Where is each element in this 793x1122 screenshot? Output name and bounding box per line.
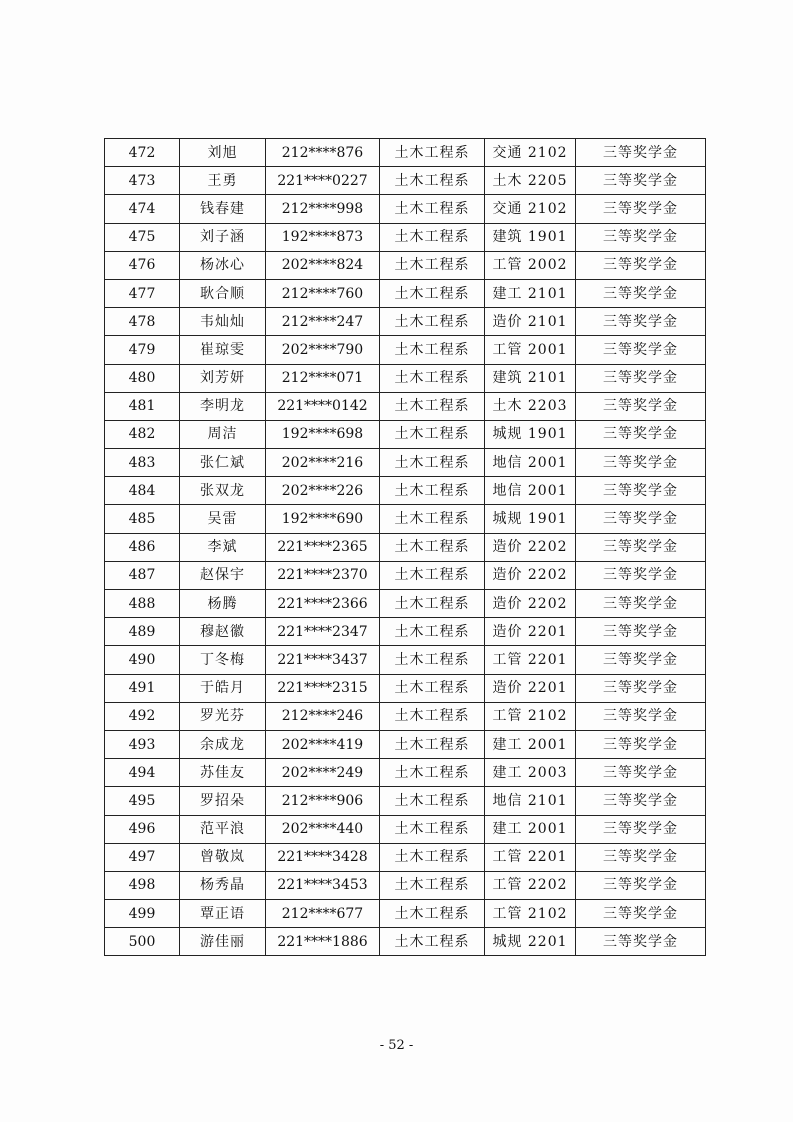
- row-number: 472: [105, 139, 180, 167]
- class-name: 建筑 2101: [485, 364, 576, 392]
- class-name: 造价 2201: [485, 674, 576, 702]
- award-level: 三等奖学金: [576, 533, 706, 561]
- table-row: [105, 646, 706, 674]
- class-name: 建工 2003: [485, 759, 576, 787]
- roster-table-body: [105, 139, 706, 956]
- award-level: 三等奖学金: [576, 900, 706, 928]
- class-name: 城规 1901: [485, 505, 576, 533]
- department: 土木工程系: [380, 928, 485, 956]
- table-row: [105, 674, 706, 702]
- row-number: 496: [105, 815, 180, 843]
- student-name: 游佳丽: [180, 928, 266, 956]
- award-level: 三等奖学金: [576, 730, 706, 758]
- row-number: 481: [105, 392, 180, 420]
- table-row: [105, 928, 706, 956]
- department: 土木工程系: [380, 787, 485, 815]
- department: 土木工程系: [380, 195, 485, 223]
- class-name: 工管 2202: [485, 871, 576, 899]
- class-name: 地信 2101: [485, 787, 576, 815]
- department: 土木工程系: [380, 759, 485, 787]
- student-id: 202****440: [266, 815, 380, 843]
- award-level: 三等奖学金: [576, 420, 706, 448]
- student-name: 苏佳友: [180, 759, 266, 787]
- student-id: 212****906: [266, 787, 380, 815]
- department: 土木工程系: [380, 167, 485, 195]
- student-id: 221****2366: [266, 590, 380, 618]
- row-number: 473: [105, 167, 180, 195]
- table-row: [105, 561, 706, 589]
- award-level: 三等奖学金: [576, 308, 706, 336]
- row-number: 482: [105, 420, 180, 448]
- student-id: 221****0142: [266, 392, 380, 420]
- table-row: [105, 505, 706, 533]
- student-id: 202****216: [266, 449, 380, 477]
- student-name: 刘芳妍: [180, 364, 266, 392]
- department: 土木工程系: [380, 223, 485, 251]
- row-number: 480: [105, 364, 180, 392]
- student-id: 221****2365: [266, 533, 380, 561]
- award-level: 三等奖学金: [576, 167, 706, 195]
- award-level: 三等奖学金: [576, 139, 706, 167]
- department: 土木工程系: [380, 505, 485, 533]
- row-number: 499: [105, 900, 180, 928]
- class-name: 工管 2001: [485, 336, 576, 364]
- award-level: 三等奖学金: [576, 561, 706, 589]
- award-level: 三等奖学金: [576, 449, 706, 477]
- student-name: 张双龙: [180, 477, 266, 505]
- row-number: 479: [105, 336, 180, 364]
- student-name: 吴雷: [180, 505, 266, 533]
- page-number: - 52 -: [379, 1038, 414, 1053]
- class-name: 造价 2201: [485, 618, 576, 646]
- student-name: 杨腾: [180, 590, 266, 618]
- row-number: 495: [105, 787, 180, 815]
- department: 土木工程系: [380, 364, 485, 392]
- department: 土木工程系: [380, 900, 485, 928]
- student-name: 李斌: [180, 533, 266, 561]
- student-name: 耿合顺: [180, 279, 266, 307]
- class-name: 地信 2001: [485, 477, 576, 505]
- award-level: 三等奖学金: [576, 702, 706, 730]
- table-row: [105, 364, 706, 392]
- student-name: 赵保宇: [180, 561, 266, 589]
- student-id: 212****677: [266, 900, 380, 928]
- row-number: 484: [105, 477, 180, 505]
- table-row: [105, 223, 706, 251]
- department: 土木工程系: [380, 139, 485, 167]
- table-row: [105, 871, 706, 899]
- department: 土木工程系: [380, 815, 485, 843]
- award-level: 三等奖学金: [576, 336, 706, 364]
- department: 土木工程系: [380, 702, 485, 730]
- student-name: 于皓月: [180, 674, 266, 702]
- class-name: 建筑 1901: [485, 223, 576, 251]
- table-row: [105, 900, 706, 928]
- student-id: 221****1886: [266, 928, 380, 956]
- department: 土木工程系: [380, 674, 485, 702]
- department: 土木工程系: [380, 279, 485, 307]
- award-level: 三等奖学金: [576, 223, 706, 251]
- student-name: 王勇: [180, 167, 266, 195]
- class-name: 工管 2201: [485, 646, 576, 674]
- row-number: 489: [105, 618, 180, 646]
- student-name: 丁冬梅: [180, 646, 266, 674]
- award-level: 三等奖学金: [576, 279, 706, 307]
- class-name: 交通 2102: [485, 195, 576, 223]
- award-level: 三等奖学金: [576, 674, 706, 702]
- class-name: 地信 2001: [485, 449, 576, 477]
- student-name: 范平浪: [180, 815, 266, 843]
- table-row: [105, 787, 706, 815]
- table-row: [105, 167, 706, 195]
- student-id: 212****071: [266, 364, 380, 392]
- award-level: 三等奖学金: [576, 787, 706, 815]
- class-name: 城规 1901: [485, 420, 576, 448]
- row-number: 475: [105, 223, 180, 251]
- award-level: 三等奖学金: [576, 505, 706, 533]
- student-id: 212****247: [266, 308, 380, 336]
- award-level: 三等奖学金: [576, 759, 706, 787]
- table-row: [105, 449, 706, 477]
- student-id: 221****3453: [266, 871, 380, 899]
- award-level: 三等奖学金: [576, 928, 706, 956]
- table-row: [105, 279, 706, 307]
- department: 土木工程系: [380, 449, 485, 477]
- student-name: 杨冰心: [180, 251, 266, 279]
- student-id: 202****824: [266, 251, 380, 279]
- table-row: [105, 336, 706, 364]
- class-name: 土木 2205: [485, 167, 576, 195]
- student-name: 穆赵徽: [180, 618, 266, 646]
- student-id: 192****690: [266, 505, 380, 533]
- award-level: 三等奖学金: [576, 618, 706, 646]
- student-name: 崔琼雯: [180, 336, 266, 364]
- award-level: 三等奖学金: [576, 871, 706, 899]
- row-number: 498: [105, 871, 180, 899]
- student-id: 212****246: [266, 702, 380, 730]
- student-id: 212****876: [266, 139, 380, 167]
- department: 土木工程系: [380, 561, 485, 589]
- row-number: 491: [105, 674, 180, 702]
- scholarship-roster-table: [104, 138, 706, 956]
- class-name: 交通 2102: [485, 139, 576, 167]
- table-row: [105, 533, 706, 561]
- award-level: 三等奖学金: [576, 646, 706, 674]
- student-name: 刘旭: [180, 139, 266, 167]
- department: 土木工程系: [380, 336, 485, 364]
- student-name: 余成龙: [180, 730, 266, 758]
- award-level: 三等奖学金: [576, 815, 706, 843]
- table-row: [105, 477, 706, 505]
- class-name: 造价 2202: [485, 590, 576, 618]
- award-level: 三等奖学金: [576, 590, 706, 618]
- student-id: 192****698: [266, 420, 380, 448]
- student-name: 杨秀晶: [180, 871, 266, 899]
- department: 土木工程系: [380, 843, 485, 871]
- row-number: 493: [105, 730, 180, 758]
- class-name: 造价 2202: [485, 561, 576, 589]
- department: 土木工程系: [380, 590, 485, 618]
- award-level: 三等奖学金: [576, 477, 706, 505]
- department: 土木工程系: [380, 251, 485, 279]
- student-id: 221****2315: [266, 674, 380, 702]
- student-name: 韦灿灿: [180, 308, 266, 336]
- table-row: [105, 139, 706, 167]
- row-number: 474: [105, 195, 180, 223]
- student-name: 刘子涵: [180, 223, 266, 251]
- class-name: 工管 2002: [485, 251, 576, 279]
- row-number: 494: [105, 759, 180, 787]
- class-name: 土木 2203: [485, 392, 576, 420]
- student-id: 212****998: [266, 195, 380, 223]
- student-name: 李明龙: [180, 392, 266, 420]
- table-row: [105, 815, 706, 843]
- class-name: 建工 2001: [485, 815, 576, 843]
- department: 土木工程系: [380, 533, 485, 561]
- class-name: 工管 2102: [485, 702, 576, 730]
- table-row: [105, 730, 706, 758]
- row-number: 497: [105, 843, 180, 871]
- student-id: 212****760: [266, 279, 380, 307]
- student-name: 覃正语: [180, 900, 266, 928]
- department: 土木工程系: [380, 730, 485, 758]
- student-id: 202****790: [266, 336, 380, 364]
- table-row: [105, 759, 706, 787]
- department: 土木工程系: [380, 871, 485, 899]
- student-name: 周洁: [180, 420, 266, 448]
- row-number: 487: [105, 561, 180, 589]
- row-number: 488: [105, 590, 180, 618]
- award-level: 三等奖学金: [576, 843, 706, 871]
- department: 土木工程系: [380, 420, 485, 448]
- class-name: 城规 2201: [485, 928, 576, 956]
- student-id: 221****0227: [266, 167, 380, 195]
- table-row: [105, 392, 706, 420]
- student-id: 221****2370: [266, 561, 380, 589]
- table-row: [105, 843, 706, 871]
- row-number: 492: [105, 702, 180, 730]
- award-level: 三等奖学金: [576, 392, 706, 420]
- class-name: 建工 2001: [485, 730, 576, 758]
- student-name: 曾敬岚: [180, 843, 266, 871]
- department: 土木工程系: [380, 392, 485, 420]
- student-name: 张仁斌: [180, 449, 266, 477]
- student-id: 221****3428: [266, 843, 380, 871]
- class-name: 造价 2101: [485, 308, 576, 336]
- student-id: 192****873: [266, 223, 380, 251]
- award-level: 三等奖学金: [576, 195, 706, 223]
- student-id: 221****3437: [266, 646, 380, 674]
- table-row: [105, 618, 706, 646]
- student-id: 221****2347: [266, 618, 380, 646]
- award-level: 三等奖学金: [576, 364, 706, 392]
- student-name: 罗光芬: [180, 702, 266, 730]
- department: 土木工程系: [380, 618, 485, 646]
- table-row: [105, 420, 706, 448]
- student-name: 钱春建: [180, 195, 266, 223]
- student-id: 202****226: [266, 477, 380, 505]
- table-row: [105, 195, 706, 223]
- class-name: 造价 2202: [485, 533, 576, 561]
- table-row: [105, 590, 706, 618]
- table-row: [105, 308, 706, 336]
- award-level: 三等奖学金: [576, 251, 706, 279]
- row-number: 478: [105, 308, 180, 336]
- class-name: 工管 2102: [485, 900, 576, 928]
- row-number: 490: [105, 646, 180, 674]
- row-number: 486: [105, 533, 180, 561]
- department: 土木工程系: [380, 308, 485, 336]
- student-name: 罗招朵: [180, 787, 266, 815]
- row-number: 500: [105, 928, 180, 956]
- row-number: 477: [105, 279, 180, 307]
- department: 土木工程系: [380, 646, 485, 674]
- row-number: 476: [105, 251, 180, 279]
- table-row: [105, 251, 706, 279]
- row-number: 485: [105, 505, 180, 533]
- student-id: 202****249: [266, 759, 380, 787]
- table-row: [105, 702, 706, 730]
- row-number: 483: [105, 449, 180, 477]
- class-name: 工管 2201: [485, 843, 576, 871]
- student-id: 202****419: [266, 730, 380, 758]
- class-name: 建工 2101: [485, 279, 576, 307]
- department: 土木工程系: [380, 477, 485, 505]
